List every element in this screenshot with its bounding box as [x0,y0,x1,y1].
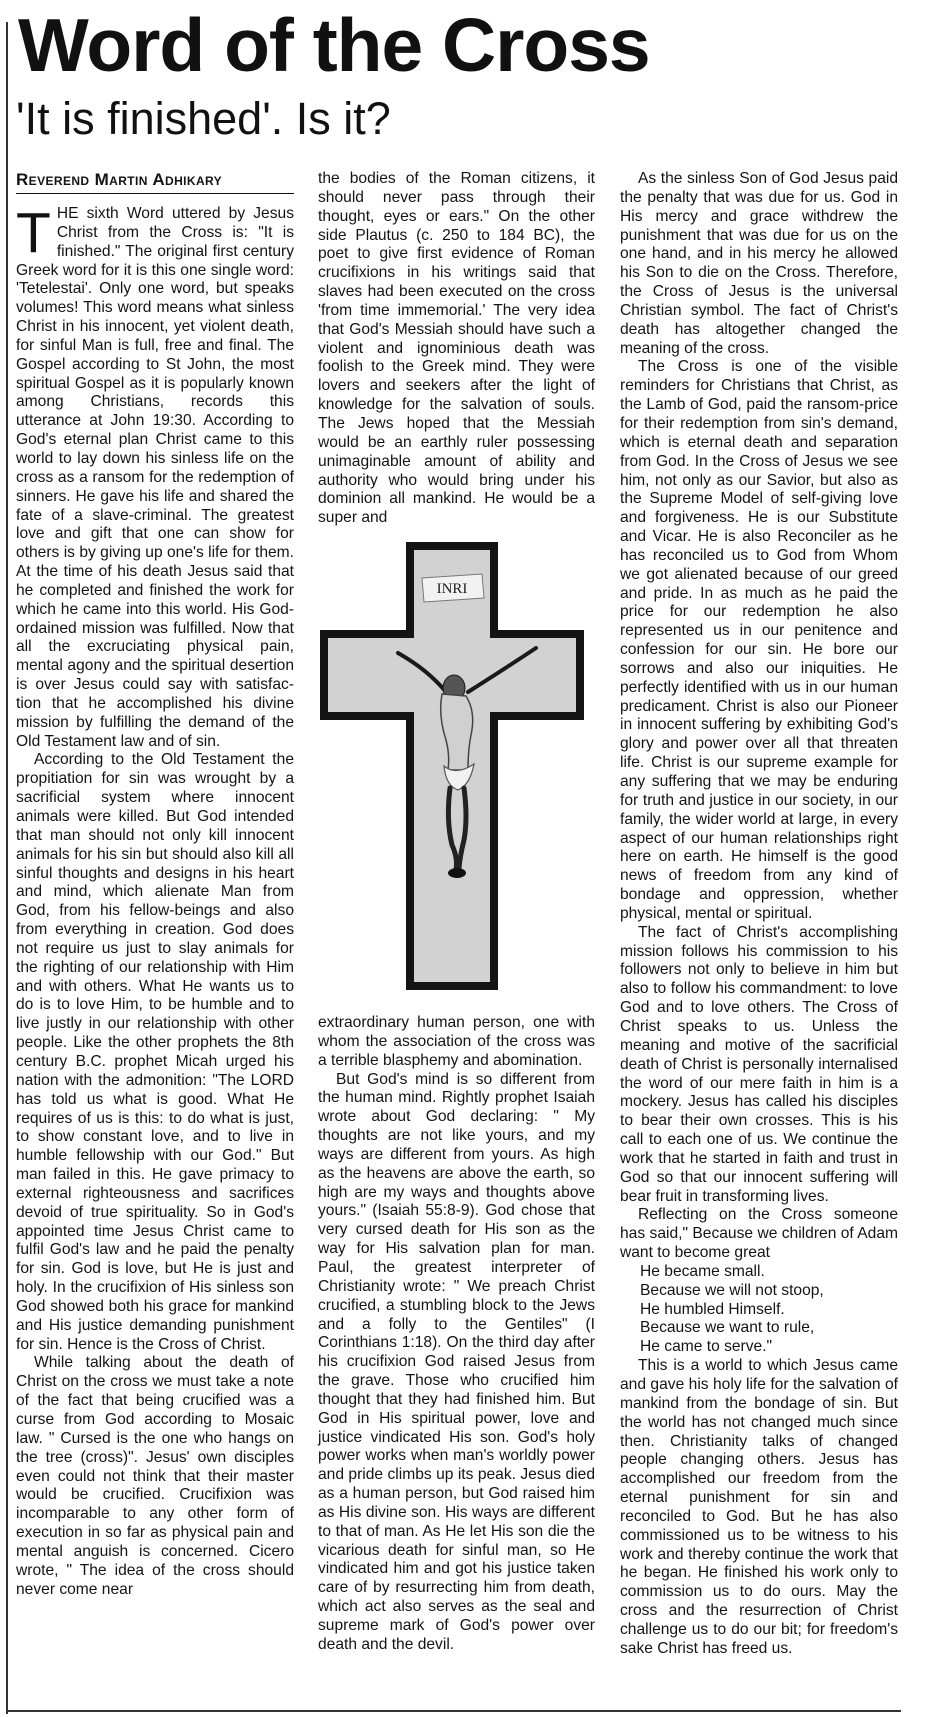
poem-quote [620,1263,898,1357]
paragraph: the bodies of the Roman citizens, it should never pass through their thought, eyes or ears." On the other side Plautus (c. 250 to 184 BC), the poet to give first evidence of Roman crucifixions in his writings said that slaves had been executed on the cross 'from time immemorial.' The very idea that God's Messiah should have such a violent and ignominious death was foolish to the Greek mind. They were lovers and seekers after the light of knowledge for the salvation of souls. The Jews hoped that the Messiah would be an earthly ruler possessing unimaginable amount of ability and authority who would bring under his dominion all mankind. He would be a super and [318,170,595,527]
inri-text: INRI [436,581,468,597]
paragraph: extraordinary human person, one with whom the association of the cross was a terrible blasphemy and abomination. [318,1014,595,1069]
paragraph: While talking about the death of Christ on the cross we must take a note of the fact that being crucified was a curse from God according to Mosaic law. " Cursed is the one who hangs on the tree (cross)". Jesus' own disciples even could not think that their master would be crucified. Crucifixion was incomparable to any other form of execution in so far as physical pain and mental anguish is concerned. Cicero wrote, " The idea of the cross should never come near [16,1354,294,1598]
crucifix-figure [318,540,595,992]
article-column-2-bottom [318,1014,595,1655]
headline: Word of the Cross [18,3,650,87]
paragraph-text: HE sixth Word uttered by Jesus Christ from the Cross is: "It is finished." The original first century Greek word for it is this one single word: 'Tetelestai'. Only one word, but speaks volumes! This word means what sinless Christ in his innocent, yet violent death, for sinful Man is full, free and final. The Gospel according to St John, the most spiritual Gospel as it is popularly known among Christians, records this utterance at John 19:30. According to God's eternal plan Christ came to this world to lay down his sinless life on the cross as a ransom for the redemption of sinners. He gave his life and shared the fate of a slave-criminal. The greatest love and gift that one can show for others is by giving up one's life for them. At the time of his death Jesus said that he completed and finished the work for which he came into this world. His God-ordained mission was fulfilled. Now that all the excruciating physical pain, mental agony and the spiritual desertion is over Jesus could say with satisfac-tion that he accomplished his divine mission by fulfilling the demand of the Old Testament law and of sin. [16,205,294,750]
bottom-rule [6,1710,901,1712]
paragraph: The Cross is one of the visible reminders for Christians that Christ, as the Lamb of God, paid the ransom-price for their redemption from sin's demand, which is eternal death and separation from God. In the Cross of Jesus we see him, not only as our Savior, but also as the Supreme Model of self-giving love and forgiveness. He is our Substitute and Vicar. He is also Reconciler as he has reconciled us to God from Whom we got alienated because of our greed and pride. In as much as he paid the price for our redemption he also represented us in our penitence and confession for our sin. He bore our sorrows and also our iniquities. He perfectly identified with us in our human predicament. Christ is also our Pioneer in innocent suffering by exhibiting God's glory and power over all that threaten life. Christ is our supreme example for any suffering that we may be enduring for truth and justice in our society, in our family, the wider world at large, in every aspect of our human relationships right here on earth. He himself is the good news of freedom from any kind of bondage and oppression, whether physical, mental or spiritual. [620,358,898,922]
cross-illustration [318,540,595,992]
paragraph: The fact of Christ's accomplishing mission follows his commission to his followers not only to believe in him but also to follow his commandment: to love God and to love others. The Cross of Christ speaks to us. Unless the meaning and motive of the sacrificial death of Christ is personally internalised the word of our mere faith in him is a mockery. Jesus has called his disciples to bear their own crosses. This is his call to each one of us. We continue the work that he started in faith and trust in God so that our innocent suffering will bear fruit in transforming lives. [620,923,898,1205]
poem-line: Because we want to rule, [640,1319,815,1337]
article-column-3 [620,170,898,1659]
article-column-1 [16,201,294,1599]
paragraph: According to the Old Testament the propitiation for sin was wrought by a sacrificial system where innocent animals were killed. But God intended that man should not only kill innocent animals for his sin but should also kill all sinful thoughts and designs in his heart and mind, which alienate Man from God, from his fellow-beings and also from everything in creation. God does not require us just to slay animals for the righting of our relationship with Him and with others. What He wants us to do is to love Him, to be humble and to live justly in our relationship with other people. Like the other prophets the 8th century B.C. prophet Micah urged his nation with the admonition: "The LORD has told us what is good. What He requires of us is this: to do what is just, to show constant love, and to live in humble fellowship with our God." But man failed in this. He gave primacy to external righteousness and sacrifices devoid of true spirituality. So in God's appointed time Jesus Christ came to fulfil God's law and he paid the penalty for sin. God is love, but He is just and holy. In the crucifixion of His sinless son God showed both his grace for mankind and His justice demanding punishment for sin. Hence is the Cross of Christ. [16,751,294,1353]
byline-underline [16,193,294,194]
paragraph: Reflecting on the Cross someone has said," Because we children of Adam want to become great [620,1206,898,1262]
left-column-rule [6,22,8,1714]
article-column-2-top [318,170,595,528]
inri-sign [422,574,484,602]
poem-line: Because we will not stoop, [640,1281,824,1299]
paragraph: But God's mind is so different from the human mind. Rightly prophet Isaiah wrote about God declaring: " My thoughts are not like yours, and my ways are different from yours. As high as the heavens are above the earth, so high are my ways and thoughts above yours." (Isaiah 55:8-9). God chose that very cursed death for His son as the way for His salvation plan for man. Paul, the greatest interpreter of Christianity wrote: " We preach Christ crucified, a stumbling block to the Jews and a folly to the Gentiles" (I Corinthians 1:18). On the third day after his crucifixion God raised Jesus from the grave. Those who crucified him thought that they had finished him. But God in His spiritual power, love and justice vindicated His son. God's holy power works when man's worldly power and pride climbs up its peak. Jesus died as a human person, but God raised him as His divine son. His ways are different to that of man. As He let His son die the vicarious death for sinful man, so He vindicated him and got his justice taken care of by resurrecting him from death, which act also serves as the seal and supreme mark of God's power over death and the devil. [318,1070,595,1653]
byline: Reverend Martin Adhikary [16,170,223,189]
paragraph: This is a world to which Jesus came and gave his holy life for the salvation of mankind from the bondage of sin. But the world has not changed much since then. Christianity talks of changed people changing others. Jesus has accomplished our freedom from the eternal punishment for sin and reconciled to God. But he has also commissioned us to be witness to his work and thereby continue the work that he began. He finished his work only to commission us to do ours. May the cross and the resurrection of Christ challenge us to do our bit; for freedom's sake Christ has freed us. [620,1357,898,1657]
poem-line: He became small. [640,1262,765,1280]
poem-line: He came to serve." [640,1338,773,1356]
poem-line: He humbled Himself. [640,1300,785,1318]
dropcap: T [16,201,51,265]
paragraph [16,201,294,751]
paragraph: As the sinless Son of God Jesus paid the penalty that was due for us. God in His mercy and grace withdrew the punishment that was due for us on the one hand, and in his mercy he allowed his Son to die on the Cross. Therefore, the Cross of Jesus is the universal Christian symbol. The fact of Christ's death has altogether changed the meaning of the cross. [620,170,898,357]
subheadline: 'It is finished'. Is it? [16,93,391,144]
